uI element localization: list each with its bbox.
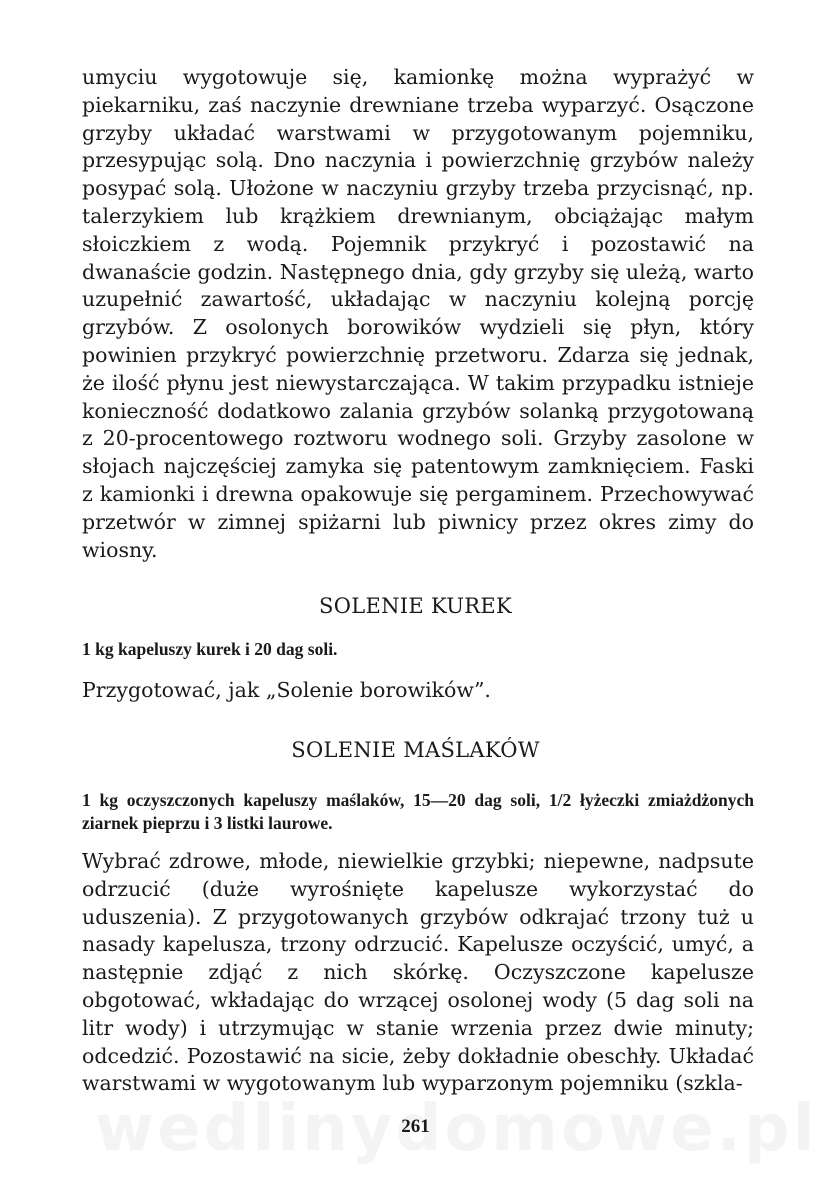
recipe-ingredients-kurki: 1 kg kapeluszy kurek i 20 dag soli. [82, 639, 338, 659]
recipe-title-maslaki: SOLENIE MAŚLAKÓW [291, 738, 540, 762]
recipe-text-kurki: Przygotować, jak „Solenie borowików”. [82, 678, 491, 702]
page-number: 261 [401, 1116, 430, 1137]
paragraph-continuation: umyciu wygotowuje się, kamionkę można wyprażyć w piekarniku, zaś naczynie drewniane trzeba wyparzyć. Osączone grzyby układać warstwami w przygotowanym pojemniku, przesypując solą. Dno naczynia i powierzchnię grzybów należy posypać solą. Ułożone w naczyniu grzyby trzeba przycisnąć, np. talerzykiem lub krążkiem drewnianym, obciążając małym słoiczkiem z wodą. Pojemnik przykryć i pozostawić na dwanaście godzin. Następnego dnia, gdy grzyby się uleżą, warto uzupełnić zawartość, układając w naczyniu kolejną porcję grzybów. Z osolonych borowików wydzieli się płyn, który powinien przykryć powierzchnię przetworu. Zdarza się jednak, że ilość płynu jest niewystarczająca. W takim przypadku istnieje konieczność dodatkowo zalania grzybów solanką przygotowaną z 20-procentowego roztworu wodnego soli. Grzyby zasolone w słojach najczęściej zamyka się patentowym zamknięciem. Faski z kamionki i drewna opakowuje się pergaminem. Przechowywać przetwór w zimnej spiżarni lub piwnicy przez okres zimy do wiosny. [82, 65, 755, 562]
recipe-title-kurki: SOLENIE KUREK [319, 594, 512, 618]
recipe-ingredients-maslaki: 1 kg oczyszczonych kapeluszy maślaków, 15—20 dag soli, 1/2 łyżeczki zmiażdżonych ziarnek pieprzu i 3 listki laurowe. [82, 790, 754, 833]
recipe-text-maslaki: Wybrać zdrowe, młode, niewielkie grzybki; niepewne, nadpsute odrzucić (duże wyrośnięte kapelusze wykorzystać do uduszenia). Z przygotowanych grzybów odkrajać trzony tuż u nasady kapelusza, trzony odrzucić. Kapelusze oczyścić, umyć, a następnie zdjąć z nich skórkę. Oczyszczone kapelusze obgotować, wkładając do wrzącej osolonej wody (5 dag soli na litr wody) i utrzymując w stanie wrzenia przez dwie minuty; odcedzić. Pozostawić na sicie, żeby dokładnie obeschły. Układać warstwami w wygotowanym lub wyparzonym pojemniku (szkla- [82, 849, 754, 1096]
